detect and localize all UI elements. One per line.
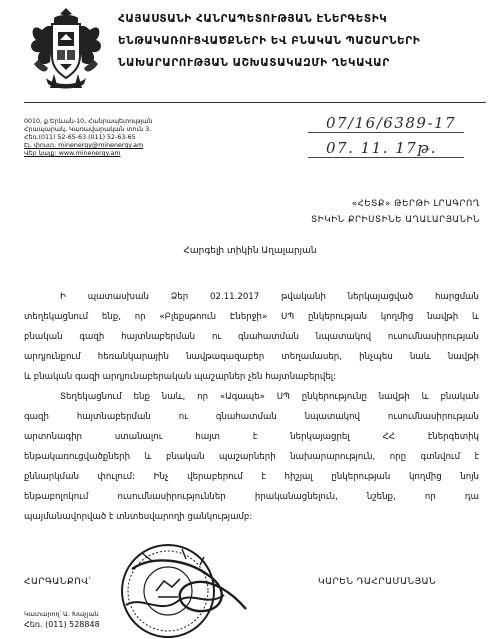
letterhead-title xyxy=(118,12,496,78)
signatory-name: ԿԱՐԵՆ ԴԱՀՐԱՄԱՆՅԱՆ xyxy=(318,577,437,587)
reference-date: 07. 11. 17թ. xyxy=(326,139,437,157)
contact-phone: Հեռ.(011) 52-65-63 (011) 52-63-65 xyxy=(24,134,136,141)
salutation: Հարգելի տիկին Աղալարյան xyxy=(183,246,317,256)
contact-email: Էլ. փոստ: minenergy@minenergy.am xyxy=(24,142,144,149)
contact-address-line: Հրապարակ, Կառավարական տուն 3. xyxy=(24,126,152,133)
contact-block xyxy=(24,118,214,158)
body-line: գազի հայտնաբերման ու գնահատման նպատակով ուսումնասիրության xyxy=(24,412,479,422)
body-line: և բնական գազի արդյունաբերական պաշարներ չեն հայտնաբերվել: xyxy=(24,372,336,382)
date-underline xyxy=(308,157,464,158)
body-line: քննարկման փուլում: Ինչ վերաբերում է հիշյալ ընկերության կողմից նոյն xyxy=(24,472,479,482)
body-line: տեղեկացնում ենք, որ «Բլեքսթոուն Էներջի» ՍՊ ընկերության կողմից նավթի և xyxy=(24,312,479,322)
coat-of-arms-emblem xyxy=(24,4,108,92)
body-line: ենթաբոլոկում ուսումնասիրություններ իրականացնելուն, նշենք, որ դա xyxy=(24,492,479,502)
reference-number: 07/16/6389-17 xyxy=(326,114,457,132)
addressee-block xyxy=(210,196,480,228)
executor-phone: Հեռ. (011) 528848 xyxy=(24,620,100,629)
letter-body xyxy=(24,287,479,527)
executor-footer xyxy=(24,610,100,631)
contact-website: Վեբ կայք: www.minenergy.am xyxy=(24,150,121,157)
contact-address-line: 0010, ք.Երևան-10, Հանրապետության xyxy=(24,118,153,125)
letterhead-line: ԵՆԹԱԿԱՌՈՒՑՎԱԾՔՆԵՐԻ ԵՎ ԲՆԱԿԱՆ ՊԱՇԱՐՆԵՐԻ xyxy=(118,35,421,47)
addressee-line: «ՀԵՏՔ» ԹԵՐԹԻ ԼՐԱԳՐՈՂ xyxy=(351,199,480,209)
letterhead-line: ՆԱԽԱՐԱՐՈՒԹՅԱՆ ԱՇԽԱՏԱԿԱԶՄԻ ՂԵԿԱՎԱՐ xyxy=(118,57,390,69)
letterhead-line: ՀԱՅԱՍՏԱՆԻ ՀԱՆՐԱՊԵՏՈՒԹՅԱՆ ԷՆԵՐԳԵՏԻԿ xyxy=(118,13,388,25)
body-line: արդյունքում հեռանկարային նավթագազաբեր տեղամասեր, ինչպես նաև նավթի xyxy=(24,352,479,362)
body-line: Տեղեկացնում ենք նաև, որ «Ագապե» ՍՊ ընկերությունը նավթի և բնական xyxy=(60,392,479,402)
body-line: ենթակառուցվածքների և բնական պաշարների նախարարություն, որը գտնվում է xyxy=(24,452,479,462)
official-stamp xyxy=(112,535,252,639)
body-line: Ի պատասխան Ձեր 02.11.2017 թվականի ներկայացված հարցման xyxy=(60,292,479,302)
body-line: բնական գազի հայտնաբերման ու գնահատման նպատակով ուսումնասիրության xyxy=(24,332,479,342)
letterhead-divider xyxy=(24,102,486,103)
addressee-line: ՏԻԿԻՆ ՔՐԻՍՏԻՆԵ ԱՂԱԼԱՐՅԱՆԻՆ xyxy=(311,215,480,225)
signature-closing: ՀԱՐԳԱՆՔՈՎ՝ xyxy=(24,577,92,587)
body-line: արտոնագիր ստանալու հայտ է ներկայացրել ՀՀ էներգետիկ xyxy=(24,432,479,442)
executor-name: Կատարող՝ Ա. Խաչյան xyxy=(24,610,99,618)
reference-underline xyxy=(308,132,464,133)
body-line: պայմանավորված է տնտեսվարողի ցանկությամբ: xyxy=(24,512,253,522)
